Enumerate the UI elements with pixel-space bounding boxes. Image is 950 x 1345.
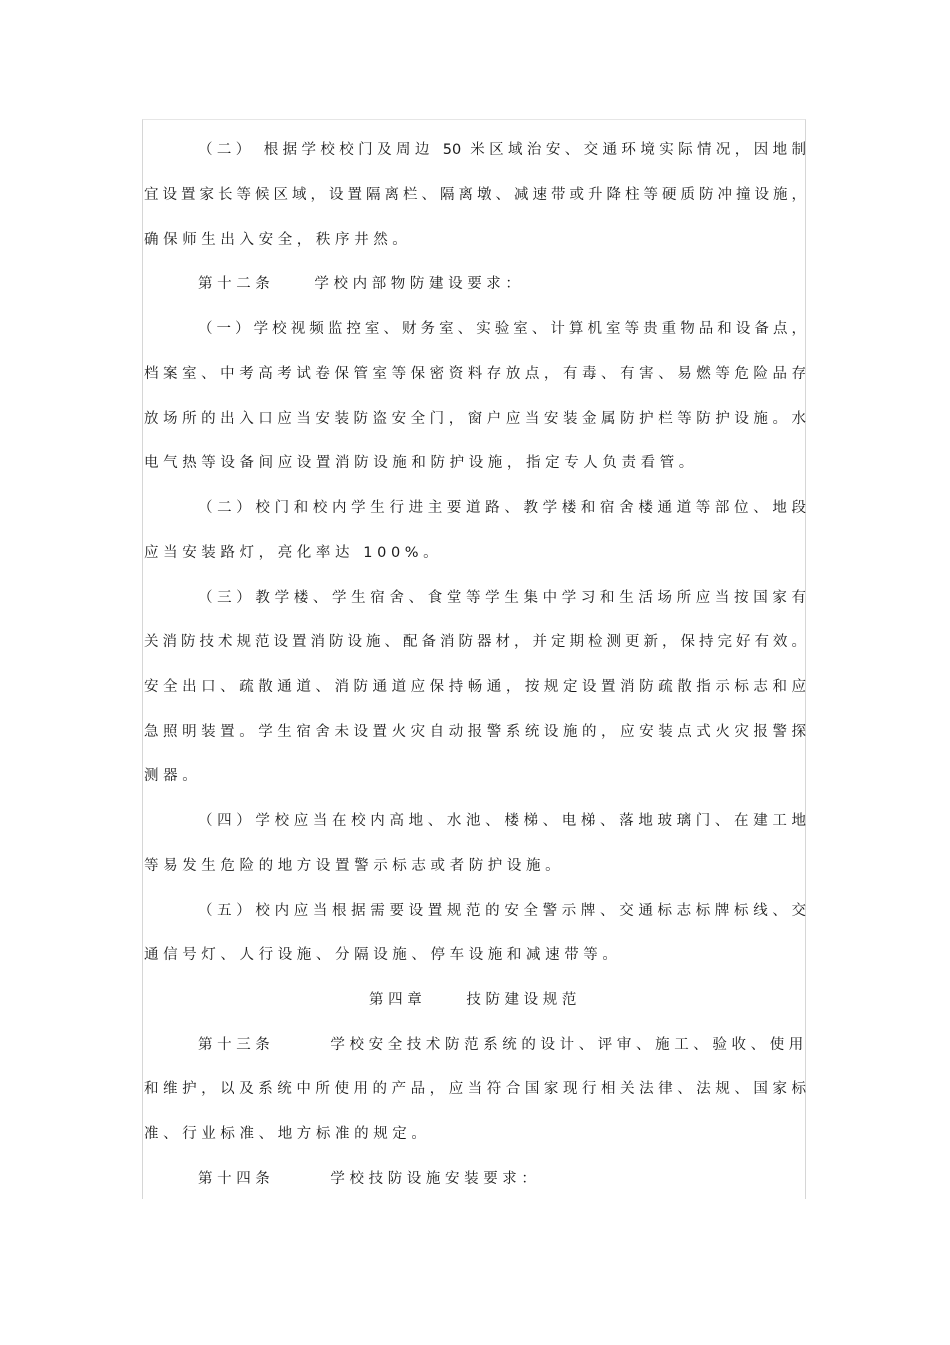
article-number: 第十二条: [198, 276, 275, 292]
paragraph-line: 档案室、中考高考试卷保管室等保密资料存放点，有毒、有害、易燃等危险品存: [144, 366, 806, 382]
paragraph-line: 关消防技术规范设置消防设施、配备消防器材，并定期检测更新，保持完好有效。: [144, 634, 806, 650]
article-text: 学校安全技术防范系统的设计、评审、施工、验收、使用: [330, 1037, 808, 1053]
article-heading: [198, 1033, 806, 1057]
chapter-title: 技防建设规范: [466, 992, 581, 1008]
chapter-number: 第四章: [369, 992, 427, 1008]
article-heading: [198, 272, 806, 296]
chapter-heading: [144, 988, 806, 1012]
paragraph-line: （二） 根据学校校门及周边 50 米区域治安、交通环境实际情况，因地制: [198, 142, 806, 158]
paragraph-line: 电气热等设备间应设置消防设施和防护设施，指定专人负责看管。: [144, 455, 698, 471]
paragraph-line: （三）教学楼、学生宿舍、食堂等学生集中学习和生活场所应当按国家有: [198, 590, 806, 606]
paragraph-line: 安全出口、疏散通道、消防通道应保持畅通，按规定设置消防疏散指示标志和应: [144, 679, 806, 695]
paragraph-line: 通信号灯、人行设施、分隔设施、停车设施和减速带等。: [144, 947, 622, 963]
paragraph-line: 放场所的出入口应当安装防盗安全门，窗户应当安装金属防护栏等防护设施。水: [144, 411, 806, 427]
paragraph-line: 确保师生出入安全，秩序井然。: [144, 232, 412, 248]
article-number: 第十四条: [198, 1171, 275, 1187]
paragraph-line: 应当安装路灯，亮化率达 100%。: [144, 545, 443, 561]
paragraph-line: 准、行业标准、地方标准的规定。: [144, 1126, 431, 1142]
paragraph-line: 宜设置家长等候区域，设置隔离栏、隔离墩、减速带或升降柱等硬质防冲撞设施，: [144, 187, 806, 203]
article-title: 学校内部物防建设要求：: [314, 276, 525, 292]
article-title: 学校技防设施安装要求：: [330, 1171, 541, 1187]
paragraph-line: （二）校门和校内学生行进主要道路、教学楼和宿舍楼通道等部位、地段: [198, 500, 806, 516]
paragraph-line: 和维护，以及系统中所使用的产品，应当符合国家现行相关法律、法规、国家标: [144, 1081, 806, 1097]
paragraph-line: 等易发生危险的地方设置警示标志或者防护设施。: [144, 858, 565, 874]
article-number: 第十三条: [198, 1037, 275, 1053]
paragraph-line: （五）校内应当根据需要设置规范的安全警示牌、交通标志标牌标线、交: [198, 903, 806, 919]
paragraph-line: 测器。: [144, 768, 202, 784]
paragraph-line: （四）学校应当在校内高地、水池、楼梯、电梯、落地玻璃门、在建工地: [198, 813, 806, 829]
paragraph-line: 急照明装置。学生宿舍未设置火灾自动报警系统设施的，应安装点式火灾报警探: [144, 724, 806, 740]
paragraph-line: （一）学校视频监控室、财务室、实验室、计算机室等贵重物品和设备点，: [198, 321, 806, 337]
article-heading: [198, 1167, 806, 1191]
